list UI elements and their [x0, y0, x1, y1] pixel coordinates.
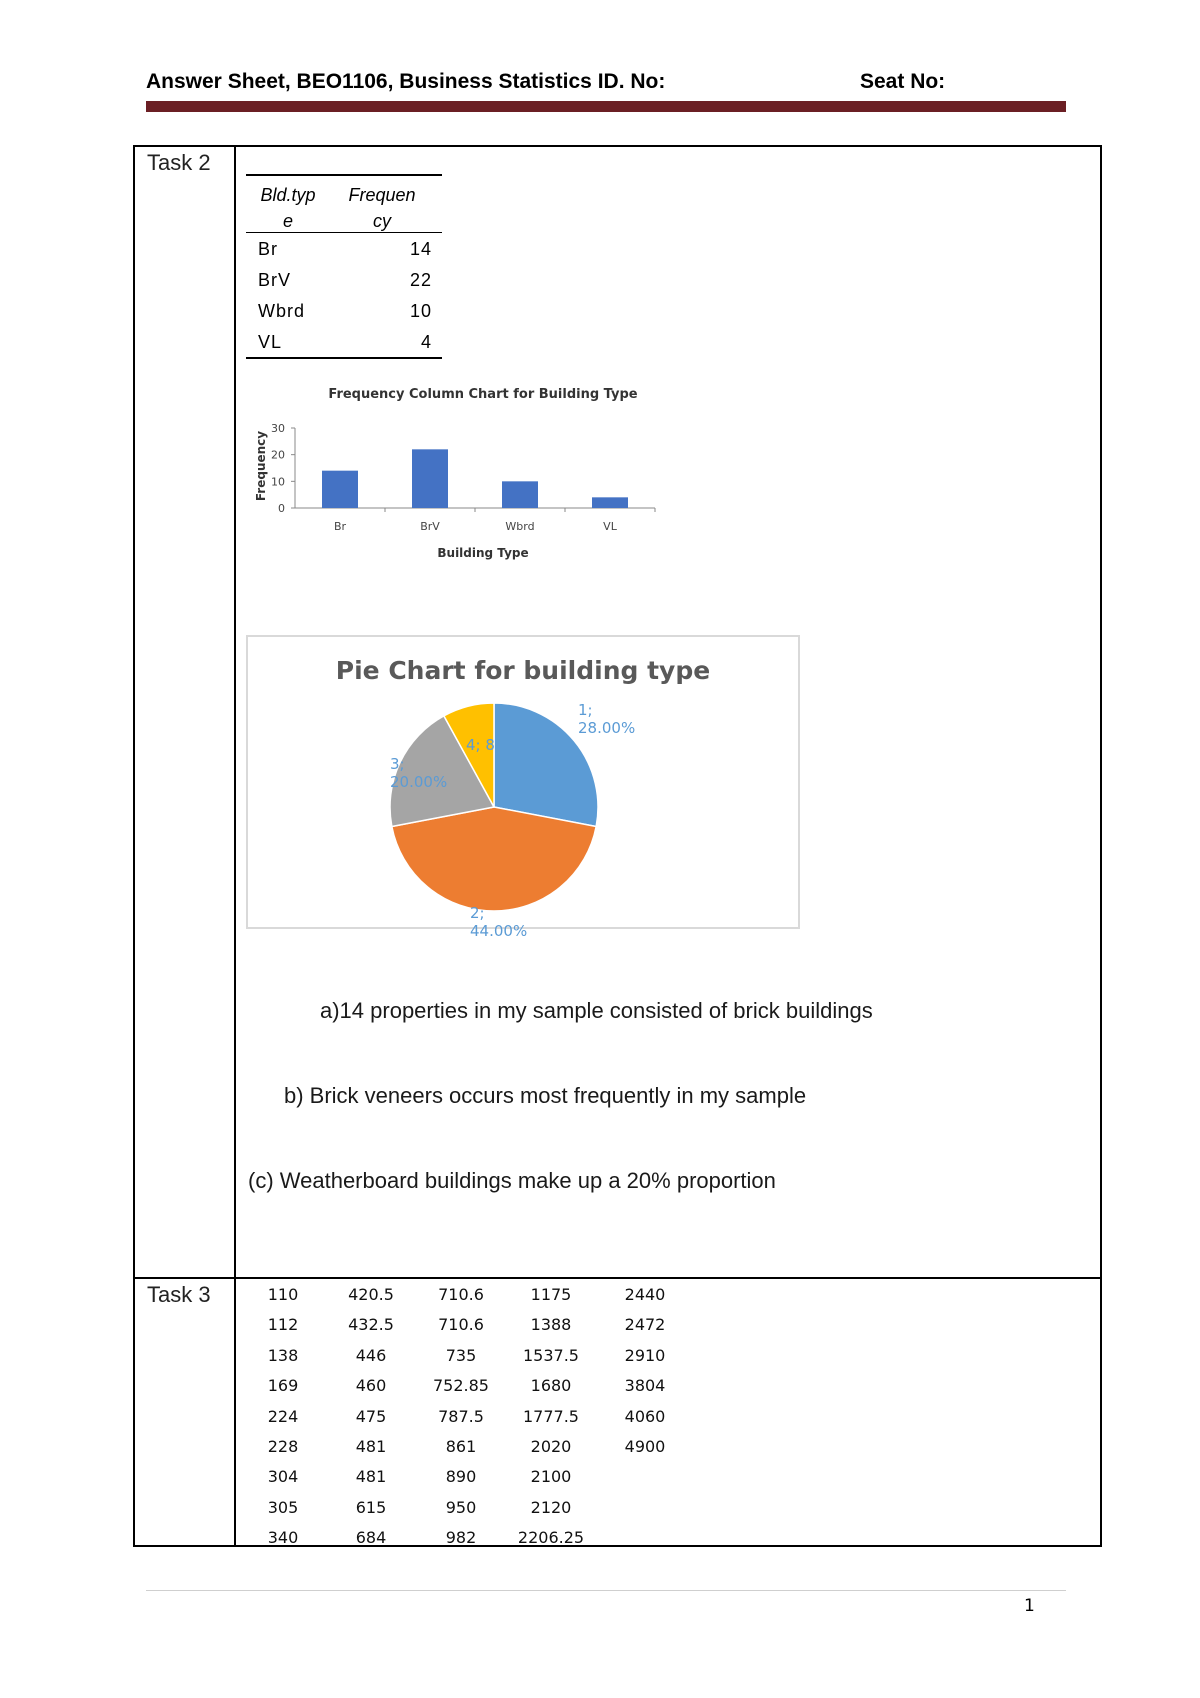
data-cell: 2440 — [624, 1285, 666, 1304]
data-cell: 228 — [267, 1436, 299, 1456]
frequency-table-header — [246, 176, 442, 233]
pie-pct-label-2: 44.00% — [470, 922, 528, 940]
data-cell: 1388 — [530, 1315, 572, 1335]
data-cell: 340 — [267, 1528, 299, 1548]
data-column — [511, 1285, 591, 1559]
footer-rule — [146, 1590, 1066, 1591]
row-type: BrV — [258, 270, 292, 290]
header-type-line2: e — [282, 211, 293, 231]
header-freq-line2: cy — [373, 211, 391, 231]
data-cell: 787.5 — [438, 1406, 484, 1426]
frequency-table — [246, 174, 442, 359]
column-divider — [234, 147, 236, 1545]
data-cell: 710.6 — [438, 1285, 484, 1304]
data-cell: 3804 — [624, 1376, 666, 1396]
data-cell: 710.6 — [438, 1315, 484, 1335]
row-freq: 14 — [409, 239, 432, 259]
data-cell: 432.5 — [348, 1315, 394, 1335]
data-cell: 752.85 — [433, 1376, 489, 1396]
answer-c: (c) Weatherboard buildings make up a 20% proportion — [248, 1168, 776, 1193]
pie-label-3: 3; — [390, 755, 405, 773]
data-cell: 2020 — [530, 1436, 572, 1456]
data-cell: 481 — [355, 1436, 387, 1456]
answer-a: a)14 properties in my sample consisted of brick buildings — [320, 998, 873, 1023]
table-row — [246, 295, 442, 326]
data-cell: 950 — [445, 1497, 477, 1517]
data-cell: 138 — [267, 1345, 299, 1365]
y-tick-label: 0 — [278, 502, 285, 515]
header-title: Answer Sheet, BEO1106, Business Statistics ID. No: — [146, 70, 666, 93]
row-divider — [135, 1277, 1100, 1279]
table-row — [246, 326, 442, 357]
data-cell: 112 — [267, 1315, 299, 1335]
table-row — [246, 233, 442, 264]
data-cell: 481 — [355, 1467, 387, 1487]
data-cell: 1680 — [530, 1376, 572, 1396]
data-cell: 4900 — [624, 1436, 666, 1456]
data-cell: 169 — [267, 1376, 299, 1396]
data-cell: 684 — [355, 1528, 387, 1548]
pie-pct-label-1: 28.00% — [578, 719, 636, 737]
data-cell: 446 — [355, 1345, 387, 1365]
data-cell: 890 — [445, 1467, 477, 1487]
header-rule — [146, 101, 1066, 112]
y-tick-label: 10 — [271, 475, 285, 489]
data-column — [421, 1285, 501, 1559]
y-tick-label: 30 — [271, 422, 285, 435]
column-chart-xlabel: Building Type — [437, 546, 529, 560]
data-cell: 861 — [445, 1436, 477, 1456]
pie-slice-2 — [392, 807, 596, 911]
bar-vl — [592, 497, 628, 508]
data-cell: 420.5 — [348, 1285, 394, 1304]
data-column — [243, 1285, 323, 1559]
header-seat-no: Seat No: — [860, 70, 946, 93]
row-type: VL — [258, 332, 283, 352]
data-cell: 735 — [445, 1345, 477, 1365]
bar-br — [322, 471, 358, 508]
data-cell: 1537.5 — [523, 1345, 579, 1365]
pie-chart-title: Pie Chart for building type — [335, 656, 711, 685]
header-type-line1: Bld.typ — [260, 185, 316, 205]
row-freq: 10 — [409, 301, 432, 321]
x-tick-label: Wbrd — [505, 520, 535, 533]
column-chart — [234, 376, 695, 576]
data-cell: 1777.5 — [523, 1406, 579, 1426]
column-chart-svg — [235, 376, 695, 576]
data-cell: 2206.25 — [517, 1528, 585, 1548]
pie-chart — [246, 635, 800, 940]
header-freq-line1: Frequen — [348, 185, 416, 205]
bar-wbrd — [502, 481, 538, 508]
row-type: Br — [258, 239, 278, 259]
x-tick-label: Br — [333, 520, 347, 533]
data-cell: 2100 — [530, 1467, 572, 1487]
pie-chart-svg — [248, 637, 798, 940]
data-cell: 1175 — [530, 1285, 572, 1304]
data-cell: 2910 — [624, 1345, 666, 1365]
data-cell: 2472 — [624, 1315, 666, 1335]
data-cell: 460 — [355, 1376, 387, 1396]
data-cell: 475 — [355, 1406, 387, 1426]
data-cell: 615 — [355, 1497, 387, 1517]
data-column — [605, 1285, 685, 1467]
table-row — [246, 264, 442, 295]
row-freq: 4 — [420, 332, 432, 352]
answer-b: b) Brick veneers occurs most frequently in my sample — [284, 1083, 807, 1108]
y-tick-label: 20 — [271, 448, 285, 462]
pie-label-1: 1; — [578, 701, 593, 719]
row-freq: 22 — [409, 270, 432, 290]
task3-label: Task 3 — [147, 1282, 211, 1307]
pie-label-2: 2; — [470, 904, 485, 922]
bar-brv — [412, 449, 448, 508]
task2-label: Task 2 — [147, 150, 211, 175]
x-tick-label: BrV — [420, 520, 440, 533]
x-tick-label: VL — [603, 520, 617, 533]
data-cell: 110 — [267, 1285, 299, 1304]
data-cell: 4060 — [624, 1406, 666, 1426]
data-cell: 2120 — [530, 1497, 572, 1517]
data-cell: 304 — [267, 1467, 299, 1487]
row-type: Wbrd — [258, 301, 306, 321]
data-column — [331, 1285, 411, 1559]
data-cell: 982 — [445, 1528, 477, 1548]
column-chart-title: Frequency Column Chart for Building Type — [328, 387, 638, 402]
data-cell: 305 — [267, 1497, 299, 1517]
column-chart-ylabel: Frequency — [254, 430, 268, 502]
page-number: 1 — [1024, 1596, 1035, 1616]
pie-label-4: 4; 8 — [466, 736, 495, 754]
data-cell: 224 — [267, 1406, 299, 1426]
pie-pct-label-3: 20.00% — [390, 773, 448, 791]
